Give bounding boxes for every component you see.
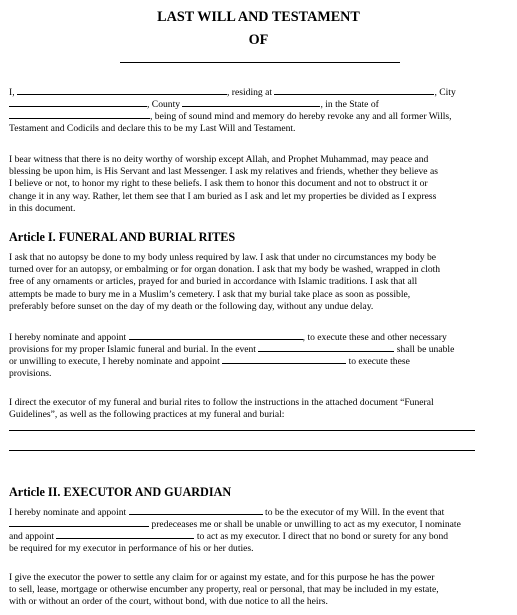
document-title: LAST WILL AND TESTAMENT: [157, 9, 360, 25]
address-blank[interactable]: [274, 86, 434, 95]
practices-blank-line-2[interactable]: [9, 450, 475, 451]
intro-text: Testament and Codicils and declare this to be my Last Will and Testament.: [9, 122, 296, 134]
appoint-text: to execute these: [348, 356, 410, 368]
funeral-executor-blank[interactable]: [129, 331, 303, 340]
intro-text: , in the State of: [320, 99, 379, 111]
executor-text: to act as my executor. I direct that no bond or surety for any bond: [196, 531, 449, 543]
executor-paragraph: [9, 506, 511, 555]
funeral-executor-name-blank[interactable]: [258, 343, 394, 352]
witness-line: blessing be upon him, is His Servant and last Messenger. I ask my relatives and friends, whether they believe as: [9, 166, 438, 178]
executor-text: to be the executor of my Will. In the event that: [265, 507, 445, 518]
powers-line: to sell, lease, mortgage or otherwise encumber any property, real or personal, that may be included in my estate,: [9, 584, 439, 596]
witness-line: in this document.: [9, 202, 76, 214]
intro-text: , residing at: [227, 87, 273, 98]
funeral-line: attempts be made to bury me in a Muslim’s cemetery. I ask that my burial take place as soon as possible,: [9, 288, 411, 300]
funeral-guidelines-paragraph: [9, 397, 511, 421]
state-blank[interactable]: [9, 110, 150, 119]
intro-text: , County: [147, 99, 181, 111]
intro-text: , being of sound mind and memory do hereby revoke any and all former Wills,: [150, 111, 452, 123]
intro-text: I,: [9, 87, 15, 98]
appoint-text: provisions for my proper Islamic funeral and burial. In the event: [9, 344, 256, 356]
funeral-paragraph: [9, 252, 511, 313]
executor-name-blank[interactable]: [9, 518, 149, 527]
funeral-line: I ask that no autopsy be done to my body unless required by law. I ask that under no circumstances my body be: [9, 252, 437, 263]
appoint-text: shall be unable: [396, 344, 455, 356]
testator-name-blank[interactable]: [120, 62, 400, 63]
witness-line: I bear witness that there is no deity worthy of worship except Allah, and Prophet Muhammad, may peace and: [9, 154, 429, 165]
witness-line: change it in any way. Rather, let them see that I am buried as I ask and let my properties be divided as I express: [9, 190, 437, 202]
appoint-text: provisions.: [9, 367, 52, 379]
powers-line: I give the executor the power to settle any claim for or against my estate, and for this purpose he has the power: [9, 572, 435, 583]
name-blank[interactable]: [17, 86, 227, 95]
intro-paragraph: [9, 86, 511, 135]
practices-blank-line-1[interactable]: [9, 430, 475, 431]
funeral-line: free of any ornaments or articles, prayed for and buried in accordance with Islamic traditions. I ask that all: [9, 276, 418, 288]
executor-text: predeceases me or shall be unable or unwilling to act as my executor, I nominate: [151, 519, 461, 531]
guidelines-line: Guidelines”, as well as the following practices at my funeral and burial:: [9, 409, 285, 421]
witness-line: I believe or not, to honor my right to these beliefs. I ask them to honor this document and not to obstruct it or: [9, 178, 428, 190]
funeral-executor-paragraph: [9, 331, 511, 380]
document-title-of: OF: [248, 32, 269, 48]
funeral-line: turned over for an autopsy, or embalming or for organ donation. I ask that my body be washed, wrapped in cloth: [9, 264, 441, 276]
alternate-executor-blank[interactable]: [56, 530, 194, 539]
appoint-text: , to execute these and other necessary: [302, 332, 447, 343]
executor-text: and appoint: [9, 531, 55, 543]
funeral-line: preferably before sunset on the day of my death or the following day, without any undue delay.: [9, 300, 374, 312]
alternate-funeral-executor-blank[interactable]: [222, 355, 346, 364]
executor-blank[interactable]: [129, 506, 263, 515]
witness-paragraph: [9, 154, 511, 215]
guidelines-line: I direct the executor of my funeral and burial rites to follow the instructions in the attached document “Funeral: [9, 397, 434, 408]
appoint-text: I hereby nominate and appoint: [9, 332, 127, 343]
executor-text: be required for my executor in performance of his or her duties.: [9, 542, 254, 554]
powers-line: with or without an order of the court, without bond, with due notice to all the heirs.: [9, 596, 328, 608]
intro-text: , City: [434, 87, 456, 98]
county-blank[interactable]: [182, 98, 320, 107]
executor-powers-paragraph: [9, 572, 511, 609]
city-blank[interactable]: [9, 98, 147, 107]
executor-text: I hereby nominate and appoint: [9, 507, 127, 518]
article-2-heading: Article II. EXECUTOR AND GUARDIAN: [9, 485, 232, 499]
appoint-text: or unwilling to execute, I hereby nominate and appoint: [9, 356, 220, 368]
article-1-heading: Article I. FUNERAL AND BURIAL RITES: [9, 230, 236, 244]
